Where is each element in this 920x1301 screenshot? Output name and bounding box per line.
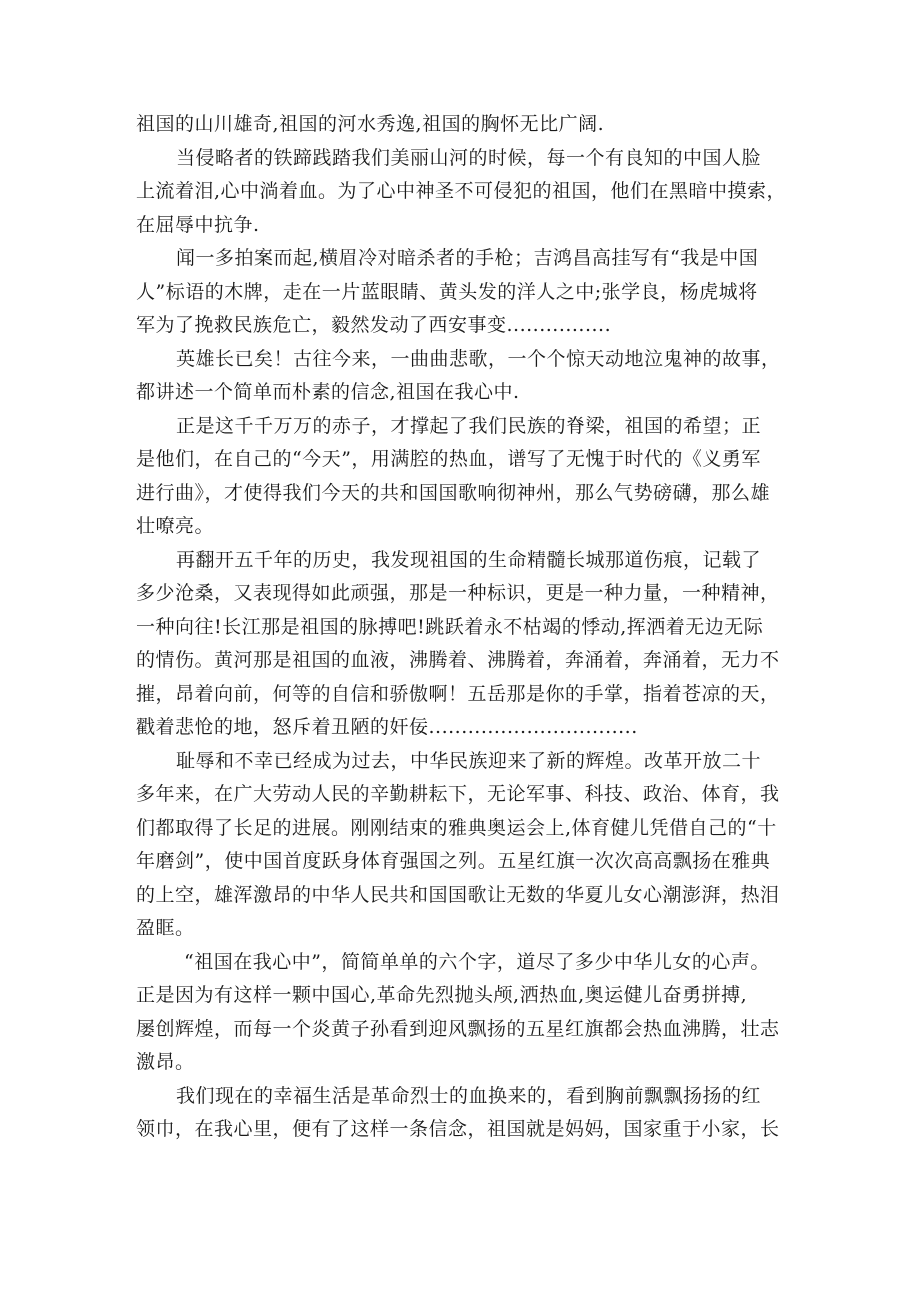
text-line: 的上空，雄浑激昂的中华人民共和国国歌让无数的华夏儿女心潮澎湃，热泪 — [136, 883, 780, 906]
paragraph — [136, 343, 796, 410]
paragraph — [136, 946, 796, 1080]
text-line: 领巾，在我心里，便有了这样一条信念，祖国就是妈妈，国家重于小家，长 — [136, 1118, 780, 1140]
text-line: 一种向往!长江那是祖国的脉搏吧!跳跃着永不枯竭的悸动,挥洒着无边无际 — [136, 615, 764, 638]
text-line: 耻辱和不幸已经成为过去，中华民族迎来了新的辉煌。改革开放二十 — [176, 749, 762, 772]
paragraph — [136, 1080, 796, 1147]
text-line: 屡创辉煌，而每一个炎黄子孙看到迎风飘扬的五星红旗都会热血沸腾，壮志 — [136, 1017, 780, 1040]
text-line: 都讲述一个简单而朴素的信念,祖国在我心中. — [136, 381, 520, 403]
text-line: 正是因为有这样一颗中国心,革命先烈抛头颅,洒热血,奥运健儿奋勇拼搏, — [136, 984, 748, 1006]
text-line: 在屈辱中抗争. — [136, 213, 260, 236]
text-line: 再翻开五千年的历史，我发现祖国的生命精髓长城那道伤痕，记载了 — [176, 548, 762, 571]
text-line: 多少沧桑，又表现得如此顽强，那是一种标识，更是一种力量，一种精神， — [136, 582, 780, 604]
text-line: 我们现在的幸福生活是革命烈士的血换来的，看到胸前飘飘扬扬的红 — [176, 1084, 762, 1107]
text-line: 是他们，在自己的“今天”，用满腔的热血，谱写了无愧于时代的《义勇军 — [136, 448, 761, 470]
text-line: 壮嘹亮。 — [136, 515, 215, 537]
paragraph — [136, 410, 796, 544]
text-line: 正是这千千万万的赤子，才撑起了我们民族的脊梁，祖国的希望；正 — [176, 414, 762, 437]
text-line: 祖国的山川雄奇,祖国的河水秀逸,祖国的胸怀无比广阔. — [136, 113, 605, 135]
text-line: 年磨剑”，使中国首度跃身体育强国之列。五星红旗一次次高高飘扬在雅典 — [136, 850, 771, 872]
text-line: 当侵略者的铁蹄践踏我们美丽山河的时候，每一个有良知的中国人脸 — [176, 146, 762, 169]
text-line: 闻一多拍案而起,横眉冷对暗杀者的手枪；吉鸿昌高挂写有“我是中国 — [176, 247, 759, 269]
text-line: 上流着泪,心中淌着血。为了心中神圣不可侵犯的祖国，他们在黑暗中摸索， — [136, 180, 787, 202]
text-line: 人”标语的木牌，走在一片蓝眼睛、黄头发的洋人之中;张学良，杨虎城将 — [136, 280, 758, 303]
text-line: 进行曲》，才使得我们今天的共和国国歌响彻神州，那么气势磅礴，那么雄 — [136, 481, 771, 504]
paragraph — [136, 544, 796, 745]
document-body — [136, 108, 796, 1147]
text-line: 激昂。 — [136, 1051, 195, 1073]
text-line: 盈眶。 — [136, 917, 195, 939]
text-line: 摧，昂着向前，何等的自信和骄傲啊！五岳那是你的手掌，指着苍凉的天， — [136, 682, 780, 705]
text-line: 军为了挽救民族危亡，毅然发动了西安事变................ — [136, 314, 612, 336]
text-line: 多年来，在广大劳动人民的辛勤耕耘下，无论军事、科技、政治、体育，我 — [136, 783, 780, 805]
paragraph — [136, 142, 796, 243]
text-line: 英雄长已矣！古往今来，一曲曲悲歌，一个个惊天动地泣鬼神的故事， — [176, 347, 781, 370]
paragraph — [136, 745, 796, 946]
paragraph — [136, 108, 796, 142]
text-line: 戳着悲怆的地，怒斥着丑陋的奸佞................................ — [136, 716, 638, 738]
text-line: 们都取得了长足的进展。刚刚结束的雅典奥运会上,体育健儿凭借自己的“十 — [136, 816, 777, 839]
text-line: 的情伤。黄河那是祖国的血液，沸腾着、沸腾着，奔涌着，奔涌着，无力不 — [136, 649, 780, 671]
paragraph — [136, 242, 796, 343]
text-line: “祖国在我心中”，简简单单的六个字，道尽了多少中华儿女的心声。 — [184, 950, 770, 973]
